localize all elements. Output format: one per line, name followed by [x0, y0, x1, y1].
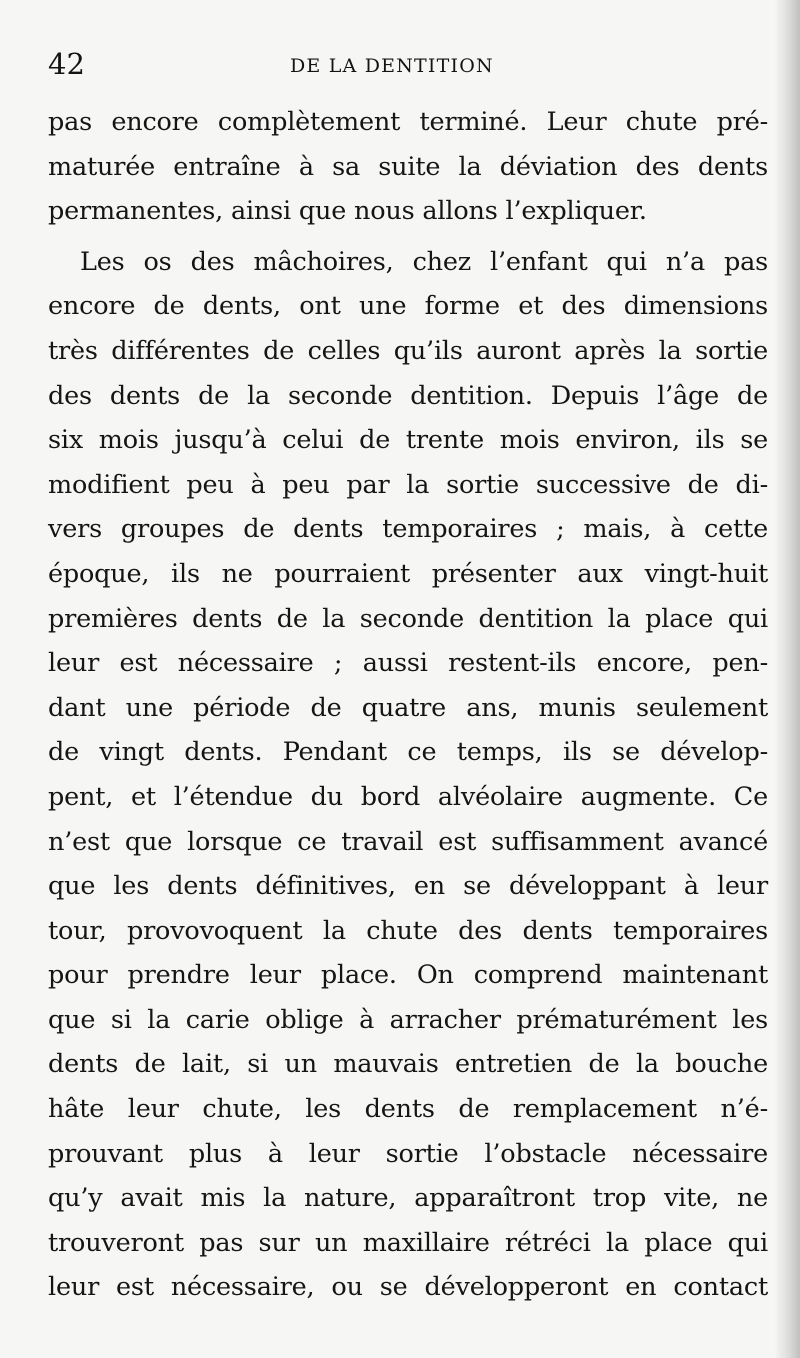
paragraph-1 [48, 100, 768, 234]
text-line: leur est nécessaire, ou se développeront en contact [48, 1272, 768, 1303]
text-line: trouveront pas sur un maxillaire rétréci la place qui [48, 1227, 768, 1258]
text-line: n’est que lorsque ce travail est suffisamment avancé [48, 826, 768, 857]
text-line: leur est nécessaire ; aussi restent-ils encore, pen- [48, 648, 768, 679]
text-line: permanentes, ainsi que nous allons l’expliquer. [48, 196, 647, 227]
text-line: vers groupes de dents temporaires ; mais, à cette [48, 514, 768, 545]
text-line: pent, et l’étendue du bord alvéolaire augmente. Ce [48, 781, 768, 812]
text-line: pour prendre leur place. On comprend maintenant [48, 960, 768, 991]
text-line: premières dents de la seconde dentition la place qui [48, 603, 768, 634]
text-line: dents de lait, si un mauvais entretien de la bouche [48, 1049, 768, 1080]
page-number: 42 [48, 47, 85, 81]
text-line: que si la carie oblige à arracher prématurément les [48, 1004, 768, 1035]
text-line: six mois jusqu’à celui de trente mois environ, ils se [48, 425, 768, 456]
body-text [48, 100, 768, 1310]
text-line: de vingt dents. Pendant ce temps, ils se dévelop- [48, 737, 768, 768]
text-line: très différentes de celles qu’ils auront après la sortie [48, 335, 768, 366]
text-line: maturée entraîne à sa suite la déviation des dents [48, 151, 768, 182]
text-line: hâte leur chute, les dents de remplacement n’é- [48, 1094, 768, 1125]
text-line: encore de dents, ont une forme et des dimensions [48, 291, 768, 322]
paragraph-2 [48, 240, 768, 1310]
running-head-title: DE LA DENTITION [290, 55, 494, 77]
text-line: qu’y avait mis la nature, apparaîtront trop vite, ne [48, 1183, 768, 1214]
text-line: prouvant plus à leur sortie l’obstacle nécessaire [48, 1138, 768, 1169]
text-line: modifient peu à peu par la sortie successive de di- [48, 469, 768, 500]
page-edge-shadow [774, 0, 800, 1358]
text-line: que les dents définitives, en se développant à leur [48, 871, 768, 902]
running-head [48, 44, 748, 84]
text-line: époque, ils ne pourraient présenter aux vingt-huit [48, 558, 768, 589]
text-line: Les os des mâchoires, chez l’enfant qui n’a pas [80, 246, 768, 277]
text-line: pas encore complètement terminé. Leur chute pré- [48, 107, 768, 137]
text-line: tour, provovoquent la chute des dents temporaires [48, 915, 768, 946]
text-line: dant une période de quatre ans, munis seulement [48, 692, 768, 723]
text-line: des dents de la seconde dentition. Depuis l’âge de [48, 380, 768, 411]
